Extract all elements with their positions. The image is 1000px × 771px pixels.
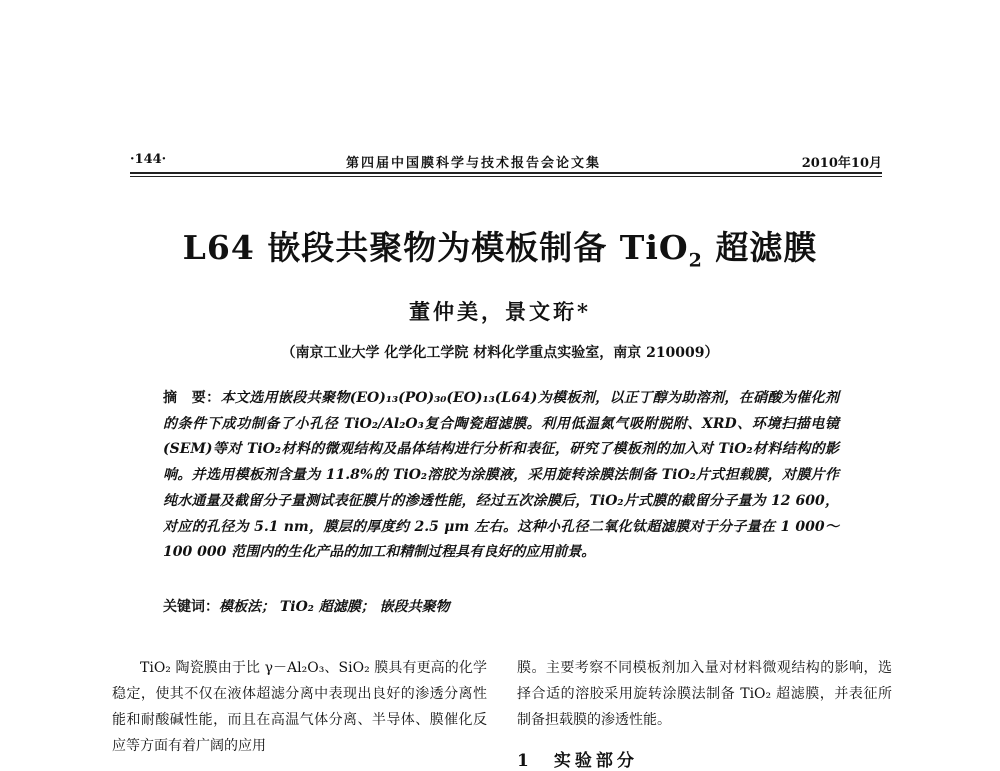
- author-list: 董仲美，景文珩*: [409, 299, 591, 324]
- keywords-label: 关键词：: [163, 599, 219, 615]
- page-number: ·144·: [130, 152, 167, 167]
- keywords-text: 模板法； TiO₂ 超滤膜； 嵌段共聚物: [219, 599, 450, 615]
- affiliation: （南京工业大学 化学化工学院 材料化学重点实验室，南京 210009）: [281, 345, 719, 361]
- title-suffix: 超滤膜: [702, 228, 818, 267]
- abstract: [163, 386, 839, 566]
- header-rule-thick: [130, 172, 882, 174]
- intro-paragraph: TiO₂ 陶瓷膜由于比 γ－Al₂O₃、SiO₂ 膜具有更高的化学稳定，使其不仅在液体超滤分离中表现出良好的渗透分离性能和耐酸碱性能，而且在高温气体分离、半导体、膜催化反应等方面有着广阔的应用: [112, 660, 487, 754]
- abstract-label: 摘 要：: [163, 390, 221, 406]
- intro-paragraph-continued: 膜。主要考察不同模板剂加入量对材料微观结构的影响，选择合适的溶胶采用旋转涂膜法制备 TiO₂ 超滤膜，并表征所制备担载膜的渗透性能。: [517, 660, 892, 728]
- section-heading: 1 实验部分: [517, 751, 638, 771]
- body-column-right: [517, 655, 892, 733]
- title-prefix: L64 嵌段共聚物为模板制备 TiO: [182, 228, 689, 267]
- header-rule-thin: [130, 176, 882, 177]
- abstract-text: 本文选用嵌段共聚物(EO)₁₃(PO)₃₀(EO)₁₃(L64)为模板剂，以正丁醇为助溶剂，在硝酸为催化剂的条件下成功制备了小孔径 TiO₂/Al₂O₃复合陶瓷超滤膜。利用低温氮气吸附脱附、XRD、环境扫描电镜(SEM)等对 TiO₂材料的微观结构及晶体结构进行分析和表征，研究了模板剂的加入对 TiO₂材料结构的影响。并选用模板剂含量为 11.8%的 TiO₂溶胶为涂膜液，采用旋转涂膜法制备 TiO₂片式担载膜，对膜片作纯水通量及截留分子量测试表征膜片的渗透性能，经过五次涂膜后，TiO₂片式膜的截留分子量为 12 600，对应的孔径为 5.1 nm，膜层的厚度约 2.5 μm 左右。这种小孔径二氧化钛超滤膜对于分子量在 1 000～100 000 范围内的生化产品的加工和精制过程具有良好的应用前景。: [163, 390, 839, 561]
- issue-date: 2010年10月: [801, 156, 882, 171]
- body-column-left: [112, 655, 487, 759]
- journal-name: 第四届中国膜科学与技术报告会论文集: [346, 156, 602, 171]
- paper-title: [0, 222, 1000, 272]
- title-subscript: 2: [688, 249, 703, 272]
- keywords: [163, 596, 839, 616]
- running-header: [130, 148, 882, 172]
